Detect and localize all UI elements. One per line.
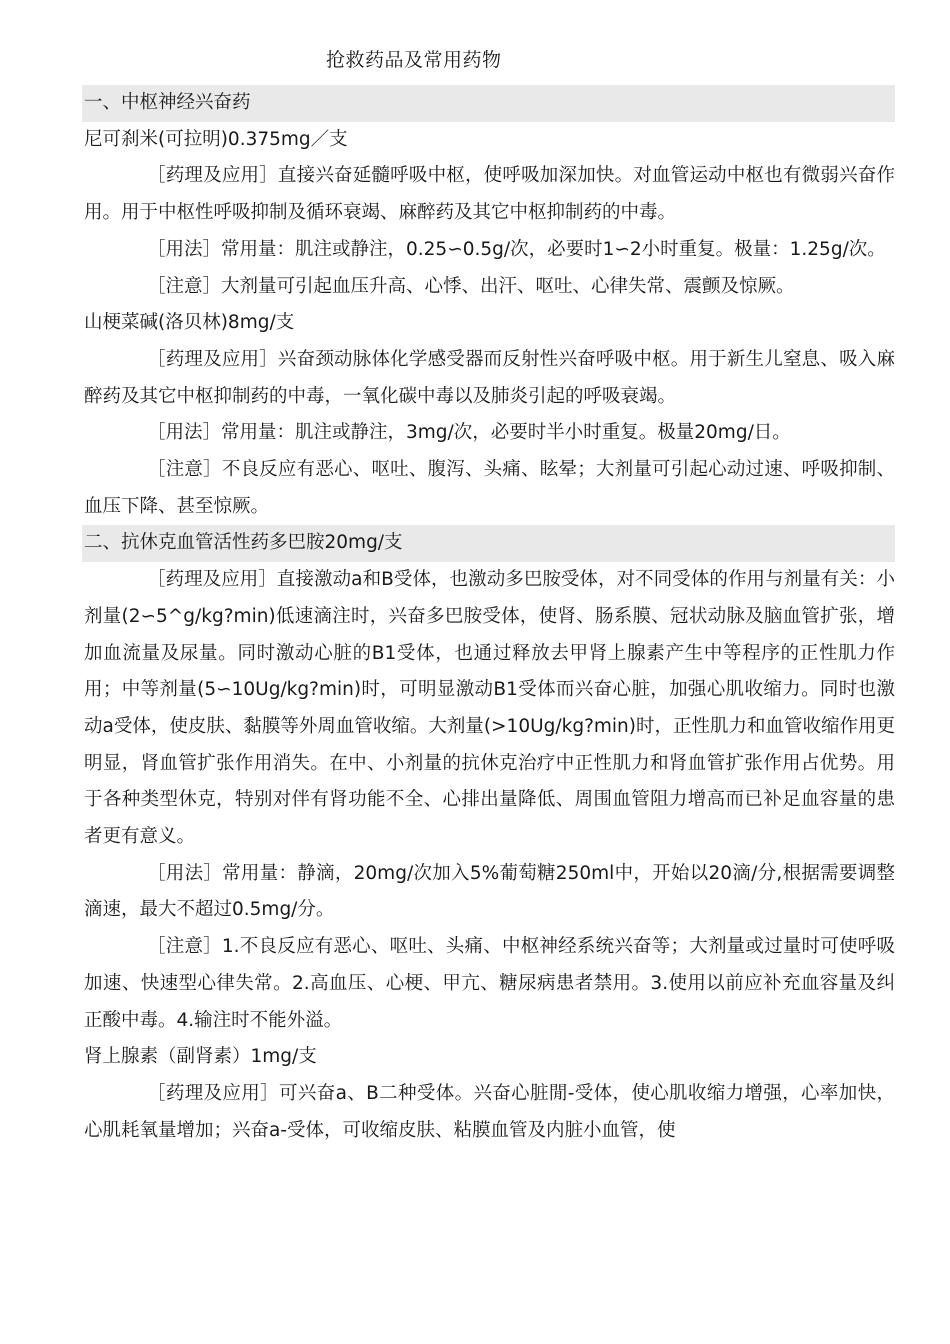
section-heading-cns: 一、中枢神经兴奋药 <box>82 85 895 122</box>
paragraph-pharmacology: ［药理及应用］直接激动a和B受体，也激动多巴胺受体，对不同受体的作用与剂量有关：小剂量(2∽5^g/kg?min)低速滴注时，兴奋多巴胺受体，使肾、肠系膜、冠状动脉及脑血管扩张，增加血流量及尿量。同时激动心脏的B1受体，也通过释放去甲肾上腺素产生中等程序的正性肌力作用；中等剂量(5∽10Ug/kg?min)时，可明显激动B1受体而兴奋心脏，加强心肌收缩力。同时也激动a受体，使皮肤、黏膜等外周血管收缩。大剂量(>10Ug/kg?min)时，正性肌力和血管收缩作用更明显，肾血管扩张作用消失。在中、小剂量的抗休克治疗中正性肌力和肾血管扩张作用占优势。用于各种类型休克，特别对伴有肾功能不全、心排出量降低、周围血管阻力增高而已补足血容量的患者更有意义。 <box>84 569 895 848</box>
paragraph-caution: ［注意］不良反应有恶心、呕吐、腹泻、头痛、眩晕；大剂量可引起心动过速、呼吸抑制、血压下降、甚至惊厥。 <box>84 459 895 517</box>
document-body <box>82 85 895 1149</box>
drug-heading-epinephrine: 肾上腺素（副肾素）1mg/支 <box>84 1046 317 1068</box>
document-title: 抢救药品及常用药物 <box>326 49 502 71</box>
paragraph-pharmacology: ［药理及应用］直接兴奋延髓呼吸中枢，使呼吸加深加快。对血管运动中枢也有微弱兴奋作用。用于中枢性呼吸抑制及循环衰竭、麻醉药及其它中枢抑制药的中毒。 <box>84 165 895 224</box>
paragraph-usage: ［用法］常用量：肌注或静注，3mg/次，必要时半小时重复。极量20mg/日。 <box>147 422 791 444</box>
drug-heading-nikethamide: 尼可刹米(可拉明)0.375mg／支 <box>84 128 348 150</box>
paragraph-usage: ［用法］常用量：肌注或静注，0.25∽0.5g/次，必要时1∽2小时重复。极量：1.25g/次。 <box>147 238 886 260</box>
paragraph-pharmacology: ［药理及应用］可兴奋a、B二种受体。兴奋心脏閒-受体，使心肌收缩力增强，心率加快，心肌耗氧量增加；兴奋a-受体，可收缩皮肤、粘膜血管及内脏小血管，使 <box>84 1082 895 1141</box>
paragraph-caution: ［注意］1.不良反应有恶心、呕吐、头痛、中枢神经系统兴奋等；大剂量或过量时可使呼吸加速、快速型心律失常。2.高血压、心梗、甲亢、糖尿病患者禁用。3.使用以前应补充血容量及纠正酸中毒。4.输注时不能外溢。 <box>84 936 895 1031</box>
paragraph-pharmacology: ［药理及应用］兴奋颈动脉体化学感受器而反射性兴奋呼吸中枢。用于新生儿窒息、吸入麻醉药及其它中枢抑制药的中毒，一氧化碳中毒以及肺炎引起的呼吸衰竭。 <box>84 348 895 407</box>
drug-heading-lobeline: 山梗菜碱(洛贝林)8mg/支 <box>84 312 295 334</box>
section-heading-antishock: 二、抗休克血管活性药多巴胺20mg/支 <box>82 525 895 562</box>
paragraph-usage: ［用法］常用量：静滴，20mg/次加入5%葡萄糖250ml中，开始以20滴/分,根据需要调整滴速，最大不超过0.5mg/分。 <box>84 862 895 921</box>
paragraph-caution: ［注意］大剂量可引起血压升高、心悸、出汗、呕吐、心律失常、震颤及惊厥。 <box>147 275 795 297</box>
